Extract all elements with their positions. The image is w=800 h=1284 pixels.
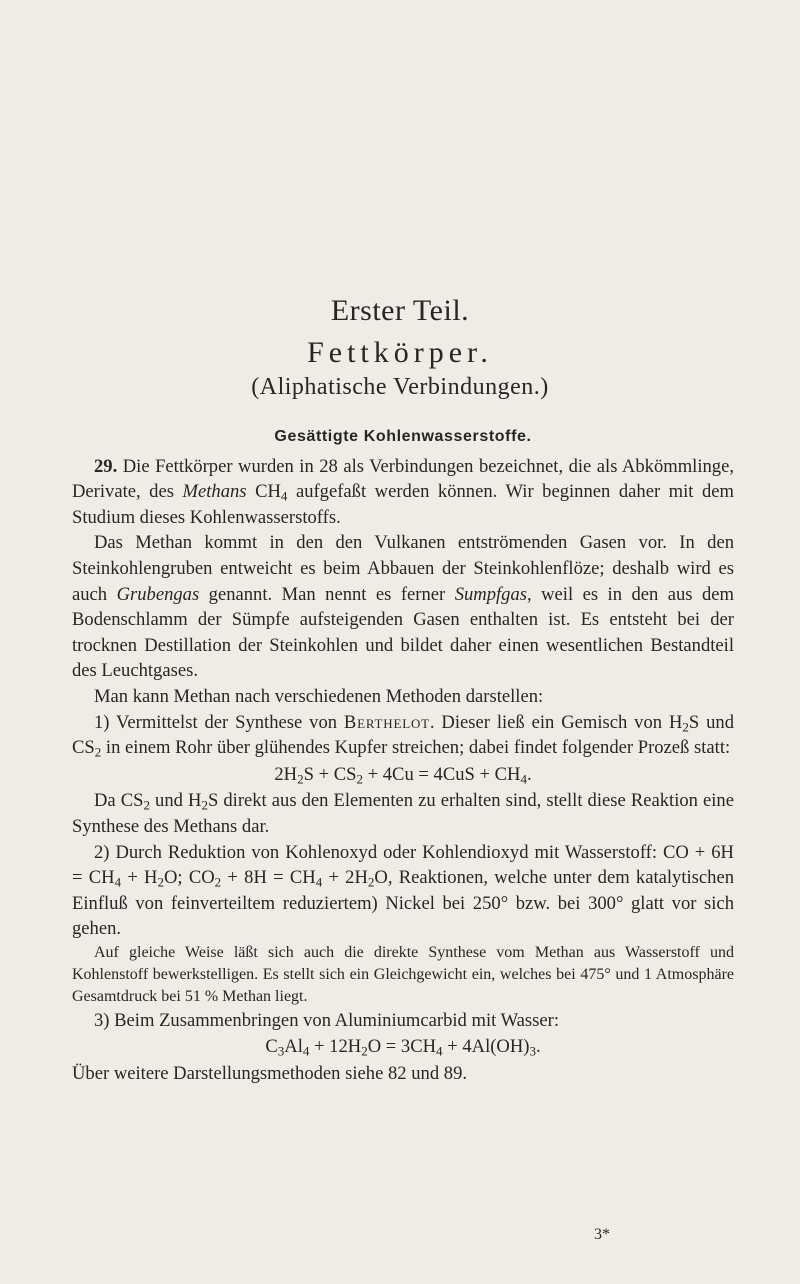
equation-1: $2H_2S + CS_2 + 4Cu = 4CuS + CH_4$.	[274, 763, 532, 786]
paragraph-number: 29.	[94, 455, 118, 477]
equation-2: $C_3Al_4 + 12H_2O = 3CH_4 + 4Al(OH)_3$.	[265, 1036, 541, 1059]
paragraph-method-2: 2) Durch Reduktion von Kohlenoxyd oder Kohlendioxyd mit Wasserstoff: CO + $6H = CH_4 + H_2O$; $CO_2 + 8H = CH_4 + 2H_2O$, Reaktionen, welche unter dem katalytischen Einfluß von feinverteiltem reduziertem) Nickel bei 250° bzw. bei 300° glatt vor sich gehen.	[72, 841, 734, 940]
paragraph-occurrence: Das Methan kommt in den den Vulkanen entströmenden Gasen vor. In den Steinkohlengruben entweicht es beim Abbauen der Steinkohlenflöze; deshalb wird es auch Grubengas genannt. Man nennt es ferner Sumpfgas, weil es in den aus dem Bodenschlamm der Sümpfe aufsteigenden Gasen enthalten ist. Es entsteht bei der trocknen Destillation der Steinkohlen und bildet daher einen wesentlichen Bestandteil des Leuchtgases.	[72, 532, 734, 682]
name-berthelot: Berthelot	[343, 711, 430, 733]
paragraph-synthesis-note: Da $CS_2$ und $H_2S$ direkt aus den Elementen zu erhalten sind, stellt diese Reaktion eine Synthese des Methans dar.	[72, 790, 734, 837]
term-methan: Methans	[182, 481, 247, 503]
paragraph-method-1: 1) Vermittelst der Synthese von Berthelot. Dieser ließ ein Gemisch von $H_2S$ und $CS_2$ in einem Rohr über glühendes Kupfer streichen; dabei findet folgender Prozeß statt:	[72, 711, 735, 760]
paragraph-small-print: Auf gleiche Weise läßt sich auch die direkte Synthese vom Methan aus Wasserstoff und Kohlenstoff bewerkstelligen. Es stellt sich ein Gleichgewicht ein, welches bei 475° und 1 Atmosphäre Gesamtdruck bei 51 % Methan liegt.	[72, 943, 734, 1005]
body-text	[72, 416, 734, 1087]
page-number: 3*	[594, 1226, 610, 1243]
paragraph-further-methods: Über weitere Darstellungsmethoden siehe 82 und 89.	[72, 1063, 468, 1085]
term-grubengas: Grubengas	[116, 583, 200, 605]
chapter-title: Fettkörper.	[307, 336, 493, 369]
chapter-subtitle: (Aliphatische Verbindungen.)	[251, 374, 549, 400]
section-heading: Gesättigte Kohlenwasserstoffe.	[274, 428, 532, 445]
paragraph-29: 29. Die Fettkörper wurden in 28 als Verbindungen bezeichnet, die als Abkömmlinge, Derivate, des Methans $CH_4$ aufgefaßt werden können. Wir beginnen daher mit dem Studium dieses Kohlenwasserstoffs.	[72, 455, 734, 528]
term-sumpfgas: Sumpfgas	[454, 583, 528, 605]
paragraph-methods-intro: Man kann Methan nach verschiedenen Methoden darstellen:	[94, 685, 544, 707]
part-heading: Erster Teil.	[330, 294, 470, 327]
paragraph-method-3: 3) Beim Zusammenbringen von Aluminiumcarbid mit Wasser:	[94, 1009, 559, 1031]
